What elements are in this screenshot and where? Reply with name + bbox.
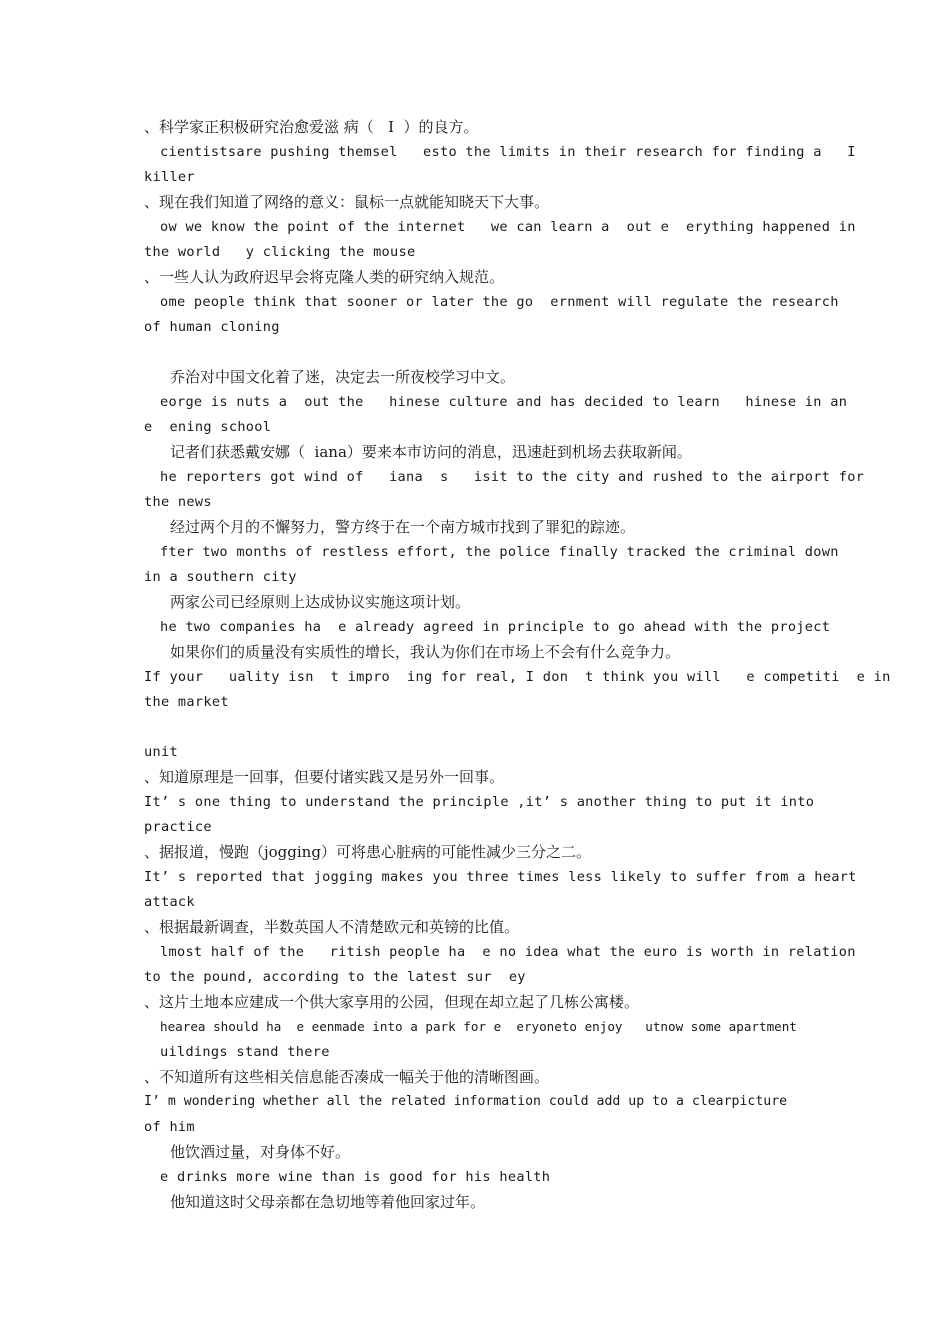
text-line: hearea should ha e eenmade into a park for e eryoneto enjoy utnow some apartment xyxy=(160,1019,797,1034)
text-line: It’ s reported that jogging makes you three times less likely to suffer from a heart xyxy=(144,869,857,885)
text-line: to the pound, according to the latest sur ey xyxy=(144,969,526,985)
text-line: 、根据最新调查，半数英国人不清楚欧元和英镑的比值。 xyxy=(144,918,520,936)
text-line: 他知道这时父母亲都在急切地等着他回家过年。 xyxy=(170,1193,486,1211)
text-line: killer xyxy=(144,169,195,185)
text-line: I’ m wondering whether all the related information could add up to a clearpicture xyxy=(144,1094,788,1109)
text-line: ome people think that sooner or later the go ernment will regulate the research xyxy=(160,294,839,310)
text-line: practice xyxy=(144,819,212,835)
text-line: 、不知道所有这些相关信息能否凑成一幅关于他的清晰图画。 xyxy=(144,1068,550,1086)
text-line: eorge is nuts a out the hinese culture and has decided to learn hinese in an xyxy=(160,394,848,410)
text-line: he two companies ha e already agreed in principle to go ahead with the project xyxy=(160,619,831,635)
text-line: the world y clicking the mouse xyxy=(144,244,416,260)
text-line: lmost half of the ritish people ha e no idea what the euro is worth in relation xyxy=(160,944,856,960)
text-line: 、知道原理是一回事，但要付诸实践又是另外一回事。 xyxy=(144,768,505,786)
text-line: 、一些人认为政府迟早会将克隆人类的研究纳入规范。 xyxy=(144,268,505,286)
text-line: he reporters got wind of iana s isit to the city and rushed to the airport for xyxy=(160,469,865,485)
text-line: 他饮酒过量，对身体不好。 xyxy=(170,1143,351,1161)
text-line: the market xyxy=(144,694,229,710)
text-line: e drinks more wine than is good for his health xyxy=(160,1169,551,1185)
text-line: 、科学家正积极研究治愈爱滋 病（ I ）的良方。 xyxy=(144,118,479,136)
text-line: If your uality isn t impro ing for real, I don t think you will e competiti e in xyxy=(144,669,891,685)
text-line: 乔治对中国文化着了迷，决定去一所夜校学习中文。 xyxy=(170,368,516,386)
text-line: 两家公司已经原则上达成协议实施这项计划。 xyxy=(170,593,471,611)
text-line: of him xyxy=(144,1119,195,1135)
section-heading: unit xyxy=(144,744,178,760)
text-line: of human cloning xyxy=(144,319,280,335)
text-line: in a southern city xyxy=(144,569,297,585)
text-line: 如果你们的质量没有实质性的增长，我认为你们在市场上不会有什么竞争力。 xyxy=(170,643,681,661)
text-line: the news xyxy=(144,494,212,510)
text-line: attack xyxy=(144,894,195,910)
text-line: uildings stand there xyxy=(160,1044,330,1060)
text-line: 、这片土地本应建成一个供大家享用的公园，但现在却立起了几栋公寓楼。 xyxy=(144,993,640,1011)
text-line: 、据报道，慢跑（jogging）可将患心脏病的可能性减少三分之二。 xyxy=(144,843,591,861)
text-line: e ening school xyxy=(144,419,272,435)
text-line: ow we know the point of the internet we can learn a out e erything happened in xyxy=(160,219,856,235)
text-line: fter two months of restless effort, the police finally tracked the criminal down xyxy=(160,544,839,560)
text-line: 、现在我们知道了网络的意义：鼠标一点就能知晓天下大事。 xyxy=(144,193,550,211)
text-line: 经过两个月的不懈努力，警方终于在一个南方城市找到了罪犯的踪迹。 xyxy=(170,518,636,536)
text-line: 记者们获悉戴安娜（ iana）要来本市访问的消息，迅速赶到机场去获取新闻。 xyxy=(170,443,692,461)
text-line: cientistsare pushing themsel esto the limits in their research for finding a I xyxy=(160,144,856,160)
text-line: It’ s one thing to understand the principle ,it’ s another thing to put it into xyxy=(144,794,815,810)
